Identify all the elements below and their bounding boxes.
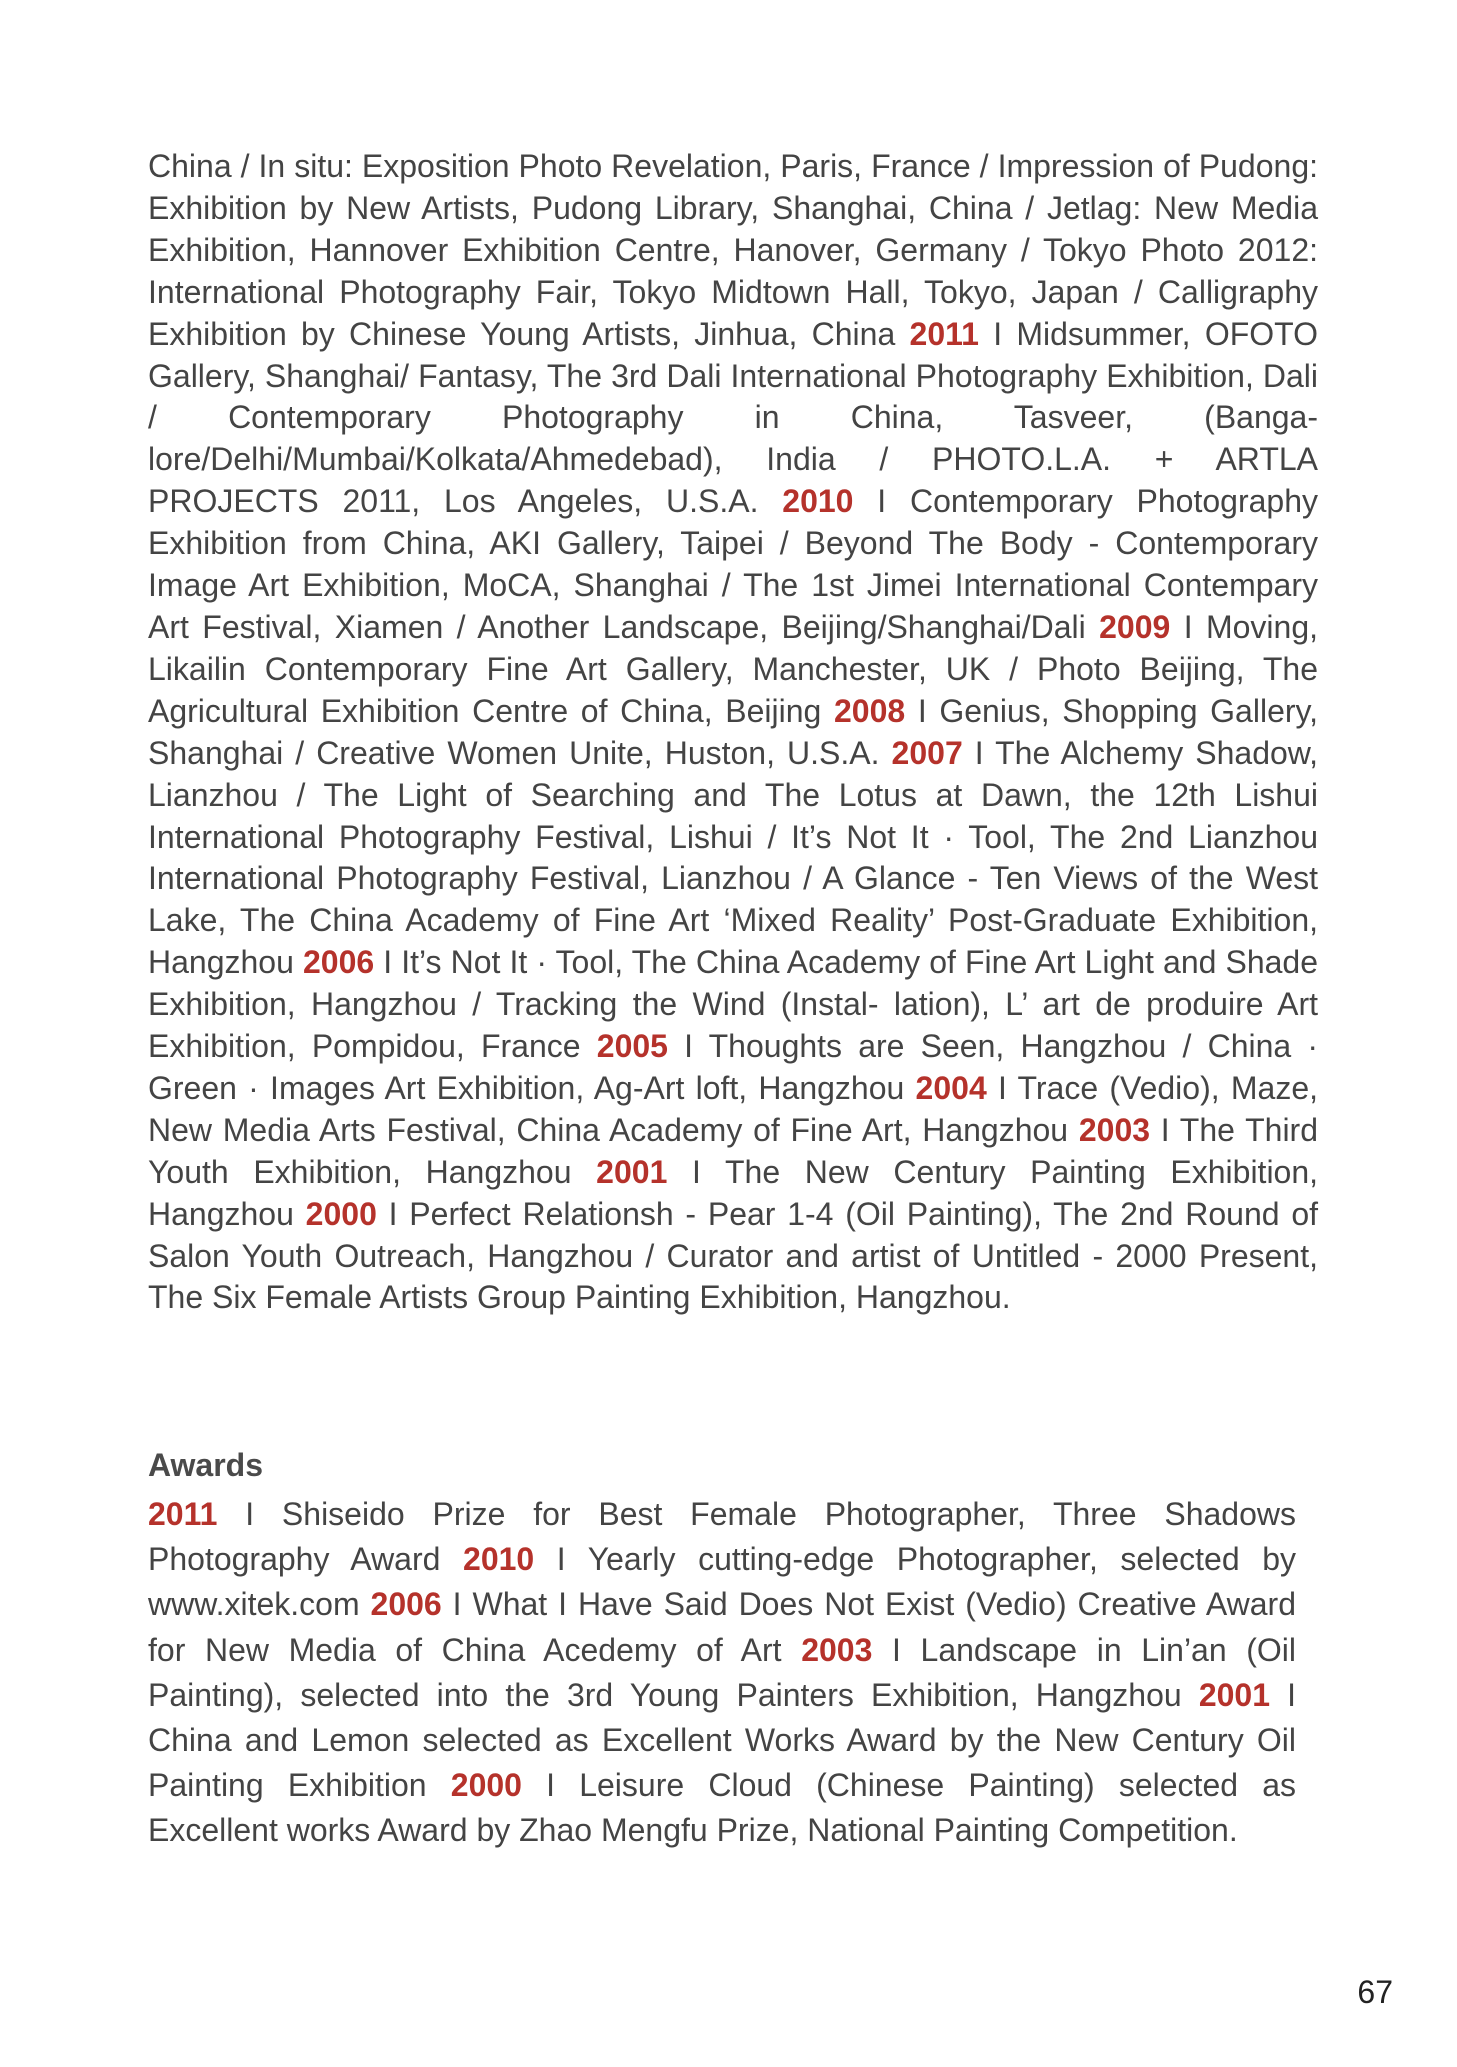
- entry-text: I Leisure Cloud (Chinese Painting) selected as Excellent works Award by Zhao Mengfu Prize, National Painting Competition.: [148, 1767, 1297, 1849]
- year-label: 2006: [370, 1586, 442, 1623]
- entry-text: China / In situ: Exposition Photo Revelation, Paris, France / Impression of Pudong: Exhibition by New Artists, Pudong Library, Shanghai, China / Jetlag: New Media Exhibition, Hannover Exhibition Centre, Hanover, Germany / Tokyo Photo 2012: International Photography Fair, Tokyo Midtown Hall, Tokyo, Japan / Calligraphy Exhibition by Chinese Young Artists, Jinhua, China: [148, 148, 1318, 352]
- year-label: 2009: [1099, 608, 1171, 645]
- entry-text: I Thoughts are Seen, Hangzhou / China · Green · Images Art Exhibition, Ag-Art loft, Hangzhou: [148, 1028, 1319, 1106]
- year-label: 2008: [833, 692, 906, 729]
- year-label: 2000: [450, 1767, 522, 1804]
- year-label: 2006: [302, 944, 375, 981]
- year-label: 2003: [801, 1631, 873, 1668]
- entry-text: I Yearly cutting-edge Photographer, selected by www.xitek.com: [148, 1541, 1296, 1623]
- awards-paragraph: [148, 1492, 1296, 1854]
- year-label: 2011: [909, 315, 979, 352]
- year-label: 2001: [1198, 1676, 1270, 1713]
- entry-text: I China and Lemon selected as Excellent Works Award by the New Century Oil Painting Exhibition: [148, 1676, 1297, 1804]
- entry-text: I Perfect Relationsh - Pear 1-4 (Oil Painting), The 2nd Round of Salon Youth Outreach, Hangzhou / Curator and artist of Untitled - 2000 Present, The Six Female Artists Group Painting Exhibition, Hangzhou.: [148, 1195, 1319, 1316]
- entry-text: I Moving, Likailin Contemporary Fine Art Gallery, Manchester, UK / Photo Beijing, The Agricultural Exhibition Centre of China, Beijing: [148, 608, 1319, 729]
- year-label: 2007: [891, 734, 963, 771]
- entry-text: I Contemporary Photography Exhibition from China, AKI Gallery, Taipei / Beyond The Body - Contemporary Image Art Exhibition, MoCA, Shanghai / The 1st Jimei International Contempary Art Festival, Xiamen / Another Landscape, Beijing/Shanghai/Dali: [148, 483, 1319, 645]
- year-label: 2001: [596, 1153, 668, 1190]
- entry-text: I Landscape in Lin’an (Oil Painting), selected into the 3rd Young Painters Exhibition, Hangzhou: [148, 1631, 1297, 1713]
- exhibitions-paragraph: [148, 146, 1318, 1319]
- year-label: 2011: [148, 1496, 218, 1532]
- year-label: 2010: [463, 1541, 535, 1578]
- year-label: 2004: [915, 1069, 987, 1106]
- awards-heading: Awards: [148, 1447, 264, 1483]
- entry-text: I The Alchemy Shadow, Lianzhou / The Light of Searching and The Lotus at Dawn, the 12th Lishui International Photography Festival, Lishui / It’s Not It · Tool, The 2nd Lianzhou International Photography Festival, Lianzhou / A Glance - Ten Views of the West Lake, The China Academy of Fine Art ‘Mixed Reality’ Post-Graduate Exhibition, Hangzhou: [148, 734, 1319, 981]
- entry-text: I The New Century Painting Exhibition, Hangzhou: [148, 1153, 1319, 1232]
- year-label: 2000: [305, 1195, 377, 1232]
- year-label: 2003: [1078, 1111, 1151, 1148]
- entry-text: I What I Have Said Does Not Exist (Vedio) Creative Award for New Media of China Acedemy of Art: [148, 1586, 1296, 1668]
- entry-text: I The Third Youth Exhibition, Hangzhou: [148, 1111, 1319, 1190]
- entry-text: I It’s Not It · Tool, The China Academy of Fine Art Light and Shade Exhibition, Hangzhou / Tracking the Wind (Instal- lation), L’ art de produire Art Exhibition, Pompidou, France: [148, 944, 1319, 1065]
- entry-text: I Trace (Vedio), Maze, New Media Arts Festival, China Academy of Fine Art, Hangzhou: [148, 1069, 1319, 1148]
- entry-text: I Genius, Shopping Gallery, Shanghai / Creative Women Unite, Huston, U.S.A.: [148, 692, 1319, 771]
- page-number: 67: [1357, 1974, 1393, 2010]
- entry-text: I Shiseido Prize for Best Female Photographer, Three Shadows Photography Award: [148, 1496, 1297, 1578]
- year-label: 2005: [596, 1028, 668, 1065]
- year-label: 2010: [782, 483, 854, 520]
- entry-text: I Midsummer, OFOTO Gallery, Shanghai/ Fantasy, The 3rd Dali International Photography Exhibition, Dali / Contemporary Photography in China, Tasveer, (Banga- lore/Delhi/Mumbai/Kolkata/Ahmedebad), India / PHOTO.L.A. + ARTLA PROJECTS 2011, Los Angeles, U.S.A.: [148, 315, 1319, 520]
